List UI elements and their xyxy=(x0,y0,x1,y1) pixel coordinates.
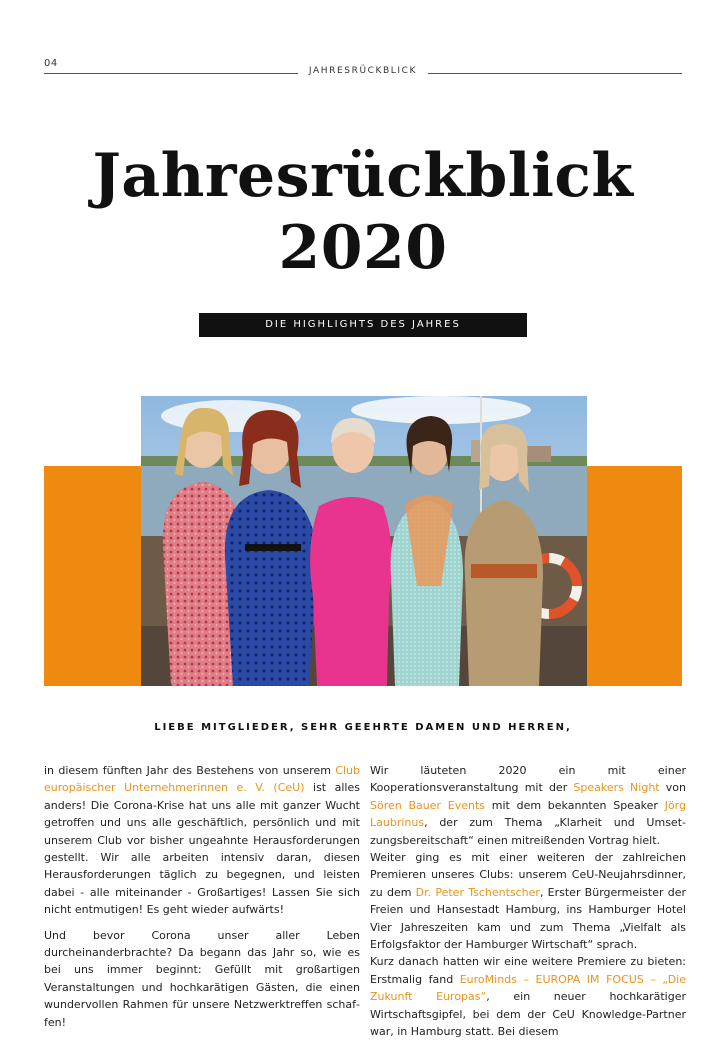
highlighted-name: EuroMinds – EUROPA IM FOCUS – „Die Zukunft Europas“ xyxy=(370,972,686,1004)
page-number: 04 xyxy=(44,58,58,69)
orange-accent-right xyxy=(586,466,682,686)
text-run: Wir läuteten 2020 ein mit einer Kooperationsveranstaltung mit der xyxy=(370,764,686,795)
paragraph xyxy=(370,849,686,953)
orange-accent-left xyxy=(44,466,142,686)
text-run: mit dem bekannten Speaker xyxy=(485,798,665,812)
paragraph xyxy=(44,927,360,1031)
highlighted-name: Dr. Peter Tschentscher xyxy=(415,885,540,899)
paragraph xyxy=(370,953,686,1040)
highlighted-name: Speakers Night xyxy=(573,781,660,795)
text-run: in diesem fünften Jahr des Bestehens von unserem xyxy=(44,764,336,777)
running-title: JAHRESRÜCKBLICK xyxy=(308,66,418,76)
salutation-heading: LIEBE MITGLIEDER, SEHR GEEHRTE DAMEN UND HERREN, xyxy=(154,722,572,733)
text-run: Weiter ging es mit einer weiteren der zahlreichen Premieren unseres Clubs: unserem CeU-Neujahrsdinner, zu dem xyxy=(370,851,686,899)
text-column-right xyxy=(370,762,686,1041)
page-title xyxy=(0,140,726,284)
highlighted-name: Sören Bauer Events xyxy=(370,798,486,812)
text-run: ist alles anders! Die Corona-Krise hat uns alle mit ganzer Wucht getroffen und uns alle geschäftlich, persönlich und mit unserem Club vor bisher ungeahnte Herausforderungen gestellt. Wir alle arbeiten intensiv daran, diesen Herausforderungen täglich zu begegnen, und leisten dabei - alle miteinander - Großartiges! Lassen Sie sich nicht entmutigen! Es geht wieder aufwärts! xyxy=(44,781,360,917)
text-run: , Erster Bürgermeister der Freien und Hansestadt Hamburg, ins Hamburger Hotel Vier Jahreszeiten kam und zum Thema „Vielfalt als Erfolgsfaktor der Hamburger Wirtschaft“ sprach. xyxy=(370,885,686,952)
text-run: Und bevor Corona unser aller Leben durcheinanderbrachte? Da begann das Jahr so, wie es bei uns immer beginnt: Gefüllt mit großartigen Veranstaltungen und hochkarätigen Gästen, die einen wundervollen Rahmen für unsere Netzwerktreffen schaffen! xyxy=(44,928,360,1029)
page-title-line1: Jahresrückblick xyxy=(92,141,634,211)
highlighted-name: Jörg Laubrinus xyxy=(370,798,686,830)
paragraph xyxy=(44,762,360,919)
group-photo xyxy=(141,396,587,686)
text-run: von xyxy=(659,781,686,795)
text-run: , ein neuer hochkarätiger Wirtschaftsgipfel, bei dem der CeU Knowledge-Partner war, in Hamburg statt. Bei diesem xyxy=(370,990,687,1039)
text-column-left xyxy=(44,762,360,1039)
header-rule-left xyxy=(44,73,298,74)
paragraph xyxy=(370,762,686,849)
highlighted-name: Club europäischer Unternehmerinnen e. V. (CeU) xyxy=(44,764,360,795)
text-run: , der zum Thema „Klarheit und Umsetzungsbereitschaft“ einen mitreißenden Vortrag hielt. xyxy=(370,816,686,847)
subtitle-banner: DIE HIGHLIGHTS DES JAHRES xyxy=(199,313,527,337)
header-rule-right xyxy=(428,73,682,74)
text-run: Kurz danach hatten wir eine weitere Premiere zu bieten: Erstmalig fand xyxy=(370,955,686,986)
page-title-line2: 2020 xyxy=(278,213,448,283)
